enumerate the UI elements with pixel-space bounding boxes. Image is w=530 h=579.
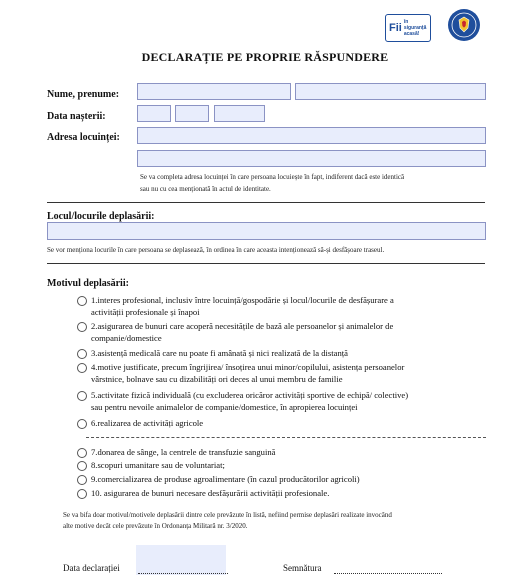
places-label: Locul/locurile deplasării: [47, 211, 155, 222]
radio-button[interactable] [77, 296, 87, 306]
declaration-date-field[interactable] [136, 545, 226, 575]
option-line-1: 9.comercializarea de produse agroalimentare (în cazul producătorilor agricoli) [91, 474, 360, 484]
address-field-line-1[interactable] [137, 127, 486, 144]
option-line-1: 4.motive justificate, precum îngrijirea/ însoțirea unui minor/copilului, asistența persoanelor [91, 362, 405, 372]
option-line-2: sau pentru nevoile animalelor de companie/domestice, în apropierea locuinței [91, 402, 358, 412]
option-line-2: companie/domestice [91, 333, 162, 343]
footer-note-1: Se va bifa doar motivul/motivele deplasării dintre cele prevăzute în listă, nefiind permise deplasări realizate invocând [63, 511, 392, 519]
section-divider [47, 263, 485, 264]
address-note-1: Se va completa adresa locuinței în care persoana locuiește în fapt, indiferent dacă este identică [140, 173, 405, 181]
badge-line-2: acasă! [403, 31, 420, 37]
places-field[interactable] [47, 222, 486, 240]
option-line-1: 2.asigurarea de bunuri care acoperă necesitățile de bază ale persoanelor și animalelor de [91, 321, 394, 331]
address-note-2: sau nu cu cea menționată în actul de identitate. [140, 185, 271, 193]
last-name-field[interactable] [137, 83, 291, 100]
birth-year-field[interactable] [214, 105, 265, 122]
places-note: Se vor menționa locurile în care persoana se deplasează, în ordinea în care aceasta intenționează să-și desfășoare traseul. [47, 246, 385, 254]
badge-main-text: Fii [389, 22, 402, 34]
page-title: DECLARAȚIE PE PROPRIE RĂSPUNDERE [141, 50, 389, 64]
option-line-1: 6.realizarea de activități agricole [91, 418, 204, 428]
option-line-1: 5.activitate fizică individuală (cu excluderea oricăror activități sportive de echipă/ colective) [91, 390, 409, 400]
badge-line-1: în siguranță [403, 19, 427, 31]
radio-button[interactable] [77, 322, 87, 332]
reasons-label: Motivul deplasării: [47, 278, 129, 289]
radio-button[interactable] [77, 363, 87, 373]
option-line-1: 1.interes profesional, inclusiv între locuință/gospodărie și locul/locurile de desfășurare a [91, 295, 394, 305]
option-line-1: 3.asistență medicală care nu poate fi amânată și nici realizată de la distanță [91, 348, 348, 358]
radio-button[interactable] [77, 391, 87, 401]
radio-button[interactable] [77, 419, 87, 429]
section-divider [47, 202, 485, 203]
radio-button[interactable] [77, 475, 87, 485]
option-line-1: 7.donarea de sânge, la centrele de transfuzie sanguină [91, 447, 276, 457]
government-crest-icon [447, 8, 481, 42]
option-line-2: activității profesionale și înapoi [91, 307, 200, 317]
birth-date-label: Data nașterii: [47, 111, 106, 122]
dashed-separator [86, 437, 486, 438]
birth-month-field[interactable] [175, 105, 209, 122]
radio-button[interactable] [77, 489, 87, 499]
name-label: Nume, prenume: [47, 89, 120, 100]
address-field-line-2[interactable] [137, 150, 486, 167]
date-label: Data declarației [63, 563, 120, 573]
footer-note-2: alte motive decât cele prevăzute în Ordonanța Militară nr. 3/2020. [63, 522, 248, 530]
first-name-field[interactable] [295, 83, 486, 100]
signature-label: Semnătura [283, 563, 322, 573]
option-line-1: 8.scopuri umanitare sau de voluntariat; [91, 460, 225, 470]
radio-button[interactable] [77, 461, 87, 471]
fii-in-siguranta-logo [385, 14, 431, 42]
option-line-2: vârstnice, bolnave sau cu dizabilități ori deces al unui membru de familie [91, 374, 343, 384]
option-line-1: 10. asigurarea de bunuri necesare desfășurării activității profesionale. [91, 488, 330, 498]
address-label: Adresa locuinței: [47, 132, 120, 143]
date-dotted-line [138, 573, 228, 574]
signature-dotted-line[interactable] [334, 573, 442, 574]
radio-button[interactable] [77, 448, 87, 458]
birth-day-field[interactable] [137, 105, 171, 122]
radio-button[interactable] [77, 349, 87, 359]
